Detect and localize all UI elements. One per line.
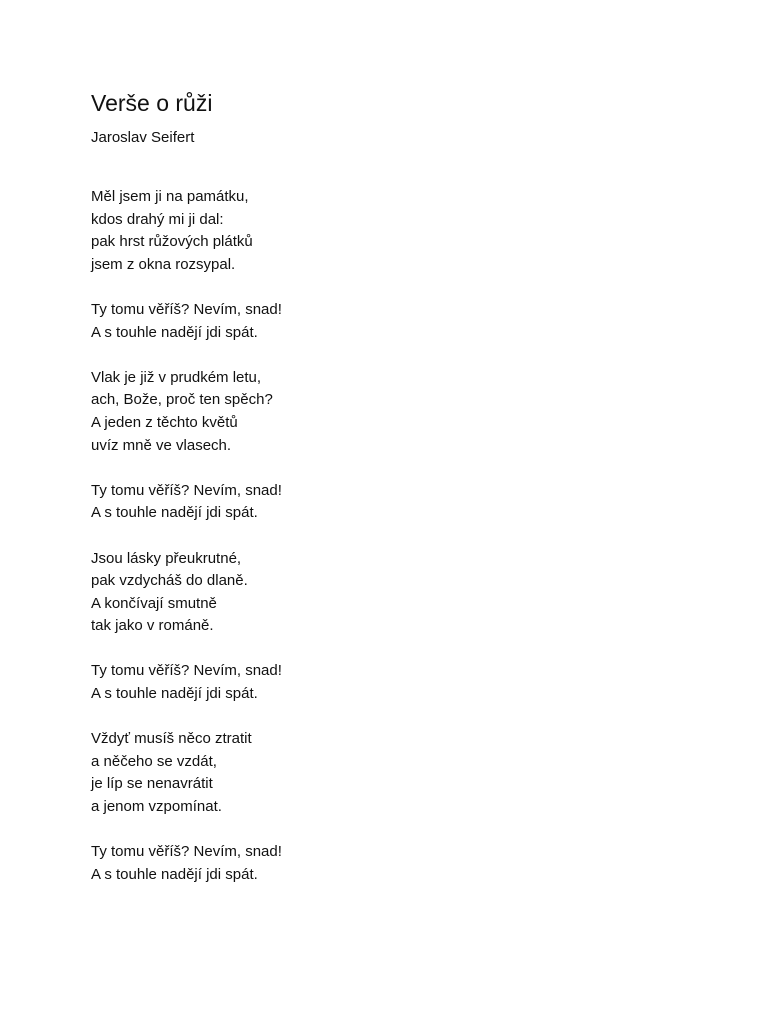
refrain <box>91 660 691 705</box>
poem-line: Ty tomu věříš? Nevím, snad! <box>91 662 282 680</box>
refrain <box>91 299 691 344</box>
poem-line: A s touhle nadějí jdi spát. <box>91 504 258 522</box>
poem-line: A s touhle nadějí jdi spát. <box>91 865 258 883</box>
poem-line: tak jako v románě. <box>91 617 214 635</box>
poem-line: A s touhle nadějí jdi spát. <box>91 685 258 703</box>
poem-line: jsem z okna rozsypal. <box>91 255 236 273</box>
poem-author: Jaroslav Seifert <box>91 129 195 146</box>
poem-line: A jeden z těchto květů <box>91 413 238 431</box>
poem-line: A končívají smutně <box>91 594 217 612</box>
poem-line: kdos drahý mi ji dal: <box>91 210 224 228</box>
poem-line: pak vzdycháš do dlaně. <box>91 572 248 590</box>
poem-line: Vždyť musíš něco ztratit <box>91 730 252 748</box>
poem-title: Verše o růži <box>91 90 213 116</box>
poem-line: A s touhle nadějí jdi spát. <box>91 323 258 341</box>
poem-line: a něčeho se vzdát, <box>91 752 217 770</box>
poem-line: Ty tomu věříš? Nevím, snad! <box>91 300 282 318</box>
poem-line: Vlak je již v prudkém letu, <box>91 368 262 386</box>
stanza <box>91 367 691 457</box>
poem-line: uvíz mně ve vlasech. <box>91 436 232 454</box>
poem-line: Měl jsem ji na památku, <box>91 188 249 205</box>
stanza <box>91 728 691 818</box>
poem-line: Ty tomu věříš? Nevím, snad! <box>91 843 282 861</box>
refrain <box>91 841 691 886</box>
refrain <box>91 480 691 525</box>
poem-body <box>91 186 691 909</box>
poem-line: je líp se nenavrátit <box>91 775 213 793</box>
poem-line: pak hrst růžových plátků <box>91 233 253 251</box>
stanza <box>91 548 691 638</box>
poem-line: Jsou lásky přeukrutné, <box>91 549 242 567</box>
poem-line: Ty tomu věříš? Nevím, snad! <box>91 481 282 499</box>
poem-line: a jenom vzpomínat. <box>91 798 222 816</box>
stanza <box>91 186 691 276</box>
poem-line: ach, Bože, proč ten spěch? <box>91 391 273 409</box>
